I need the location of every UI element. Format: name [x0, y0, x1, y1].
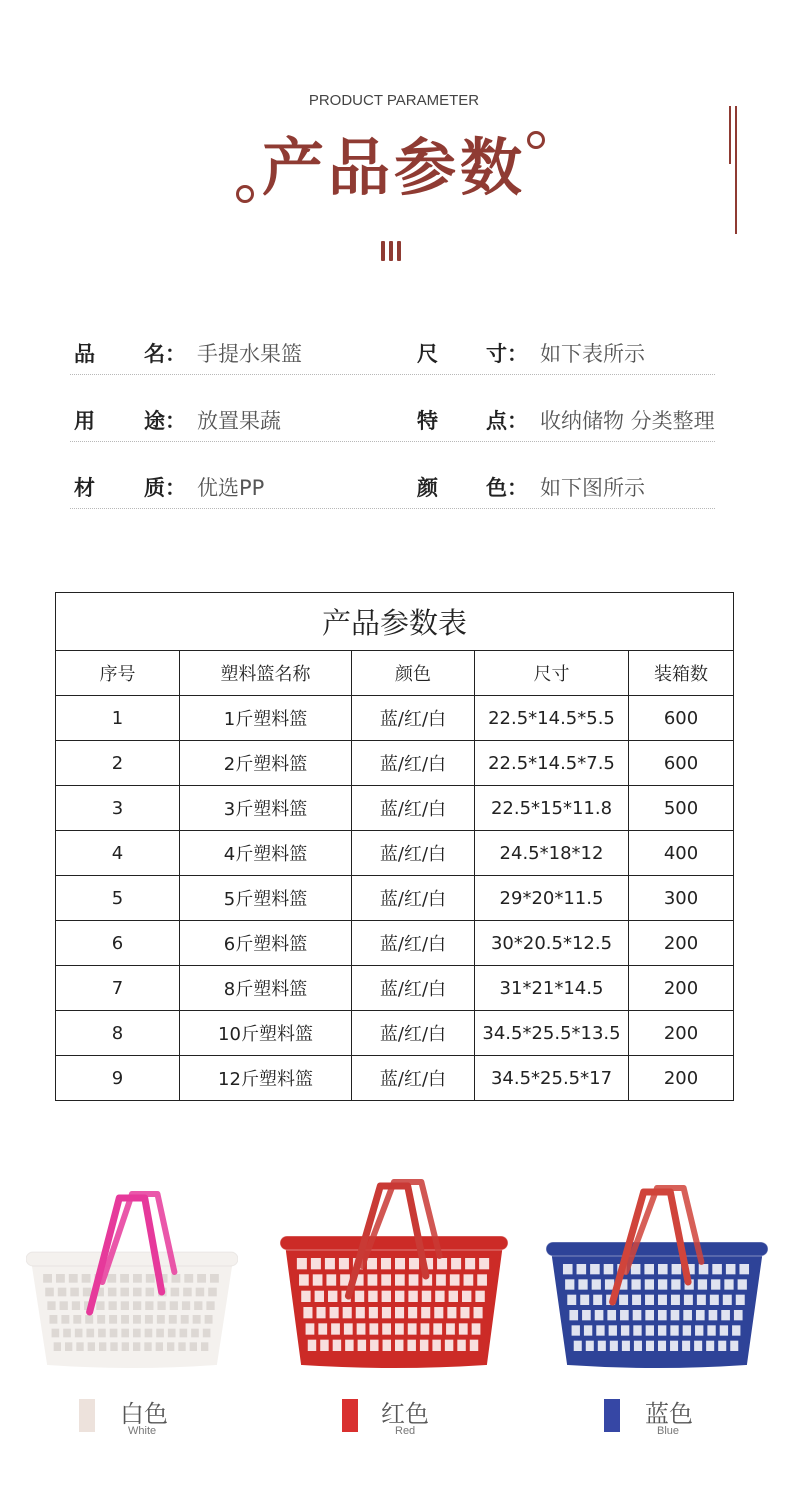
- table-cell: 蓝/红/白: [352, 966, 475, 1011]
- table-cell: 29*20*11.5: [475, 876, 629, 921]
- table-cell: 蓝/红/白: [352, 1056, 475, 1101]
- spec-label-b: 途：: [144, 409, 186, 433]
- spec-label-a: 特: [417, 409, 438, 433]
- table-cell: 200: [629, 921, 734, 966]
- table-cell: 22.5*14.5*7.5: [475, 741, 629, 786]
- white-basket-image: [26, 1190, 238, 1370]
- blue-swatch: [604, 1399, 620, 1432]
- spec-label-b: 寸：: [486, 342, 528, 366]
- spec-row: [70, 399, 715, 442]
- table-cell: 蓝/红/白: [352, 696, 475, 741]
- spec-row: [70, 332, 715, 375]
- table-row: [56, 1056, 734, 1101]
- spec-value: 如下图所示: [540, 476, 645, 500]
- table-row: [56, 1011, 734, 1056]
- color-name-cn: 白色: [120, 1400, 168, 1428]
- table-cell: 蓝/红/白: [352, 741, 475, 786]
- table-cell: 6: [56, 921, 180, 966]
- table-cell: 30*20.5*12.5: [475, 921, 629, 966]
- table-cell: 31*21*14.5: [475, 966, 629, 1011]
- table-cell: 3: [56, 786, 180, 831]
- color-name-en: Blue: [657, 1425, 680, 1437]
- column-header: 塑料篮名称: [180, 651, 352, 696]
- table-cell: 蓝/红/白: [352, 876, 475, 921]
- table-cell: 200: [629, 966, 734, 1011]
- table-cell: 600: [629, 741, 734, 786]
- table-row: [56, 876, 734, 921]
- page-title: 产品参数: [261, 131, 526, 204]
- column-header: 颜色: [352, 651, 475, 696]
- table-cell: 24.5*18*12: [475, 831, 629, 876]
- table-cell: 34.5*25.5*17: [475, 1056, 629, 1101]
- spec-label-a: 材: [74, 476, 95, 500]
- table-cell: 22.5*15*11.8: [475, 786, 629, 831]
- color-name-en: White: [128, 1425, 157, 1437]
- deco-circle-right: [527, 131, 545, 149]
- table-cell: 34.5*25.5*13.5: [475, 1011, 629, 1056]
- spec-value: 放置果蔬: [197, 409, 281, 433]
- table-cell: 3斤塑料篮: [180, 786, 352, 831]
- color-name-en: Red: [395, 1425, 416, 1437]
- table-cell: 蓝/红/白: [352, 786, 475, 831]
- blue-basket-image: [546, 1184, 768, 1370]
- table-cell: 蓝/红/白: [352, 1011, 475, 1056]
- table-row: [56, 966, 734, 1011]
- deco-line-long: [735, 106, 737, 234]
- column-header: 装箱数: [629, 651, 734, 696]
- table-cell: 8: [56, 1011, 180, 1056]
- white-swatch: [79, 1399, 95, 1432]
- table-cell: 22.5*14.5*5.5: [475, 696, 629, 741]
- deco-line-short: [729, 106, 731, 164]
- table-cell: 9: [56, 1056, 180, 1101]
- table-cell: 4: [56, 831, 180, 876]
- parameter-table: [55, 592, 734, 1101]
- column-header: 尺寸: [475, 651, 629, 696]
- spec-label-b: 点：: [486, 409, 528, 433]
- table-row: [56, 786, 734, 831]
- spec-value: 手提水果篮: [197, 342, 302, 366]
- table-cell: 6斤塑料篮: [180, 921, 352, 966]
- subtitle: PRODUCT PARAMETER: [308, 92, 480, 109]
- spec-label-a: 尺: [417, 342, 438, 366]
- table-row: [56, 741, 734, 786]
- table-caption: 产品参数表: [56, 593, 734, 651]
- table-cell: 2: [56, 741, 180, 786]
- table-cell: 200: [629, 1011, 734, 1056]
- spec-label-a: 品: [74, 342, 95, 366]
- table-cell: 600: [629, 696, 734, 741]
- table-cell: 1: [56, 696, 180, 741]
- deco-circle-left: [236, 185, 254, 203]
- table-cell: 7: [56, 966, 180, 1011]
- table-body: [56, 696, 734, 1101]
- color-name-cn: 红色: [381, 1400, 429, 1428]
- table-row: [56, 831, 734, 876]
- table-cell: 300: [629, 876, 734, 921]
- spec-value: 优选PP: [197, 476, 265, 500]
- table-cell: 5: [56, 876, 180, 921]
- table-header-row: [56, 651, 734, 696]
- spec-label-b: 色：: [486, 476, 528, 500]
- table-cell: 10斤塑料篮: [180, 1011, 352, 1056]
- table-row: [56, 696, 734, 741]
- spec-row: [70, 466, 715, 509]
- column-header: 序号: [56, 651, 180, 696]
- table-cell: 500: [629, 786, 734, 831]
- spec-label-b: 质：: [144, 476, 186, 500]
- table-cell: 蓝/红/白: [352, 831, 475, 876]
- spec-value: 如下表所示: [540, 342, 645, 366]
- spec-value: 收纳储物 分类整理: [540, 409, 715, 433]
- spec-label-b: 名：: [144, 342, 186, 366]
- red-basket-image: [280, 1178, 508, 1370]
- table-cell: 蓝/红/白: [352, 921, 475, 966]
- table-cell: 8斤塑料篮: [180, 966, 352, 1011]
- red-swatch: [342, 1399, 358, 1432]
- table-cell: 200: [629, 1056, 734, 1101]
- table-cell: 2斤塑料篮: [180, 741, 352, 786]
- table-row: [56, 921, 734, 966]
- table-cell: 1斤塑料篮: [180, 696, 352, 741]
- spec-label-a: 用: [74, 409, 95, 433]
- color-name-cn: 蓝色: [645, 1400, 693, 1428]
- table-cell: 400: [629, 831, 734, 876]
- spec-label-a: 颜: [417, 476, 438, 500]
- table-cell: 5斤塑料篮: [180, 876, 352, 921]
- table-cell: 12斤塑料篮: [180, 1056, 352, 1101]
- table-cell: 4斤塑料篮: [180, 831, 352, 876]
